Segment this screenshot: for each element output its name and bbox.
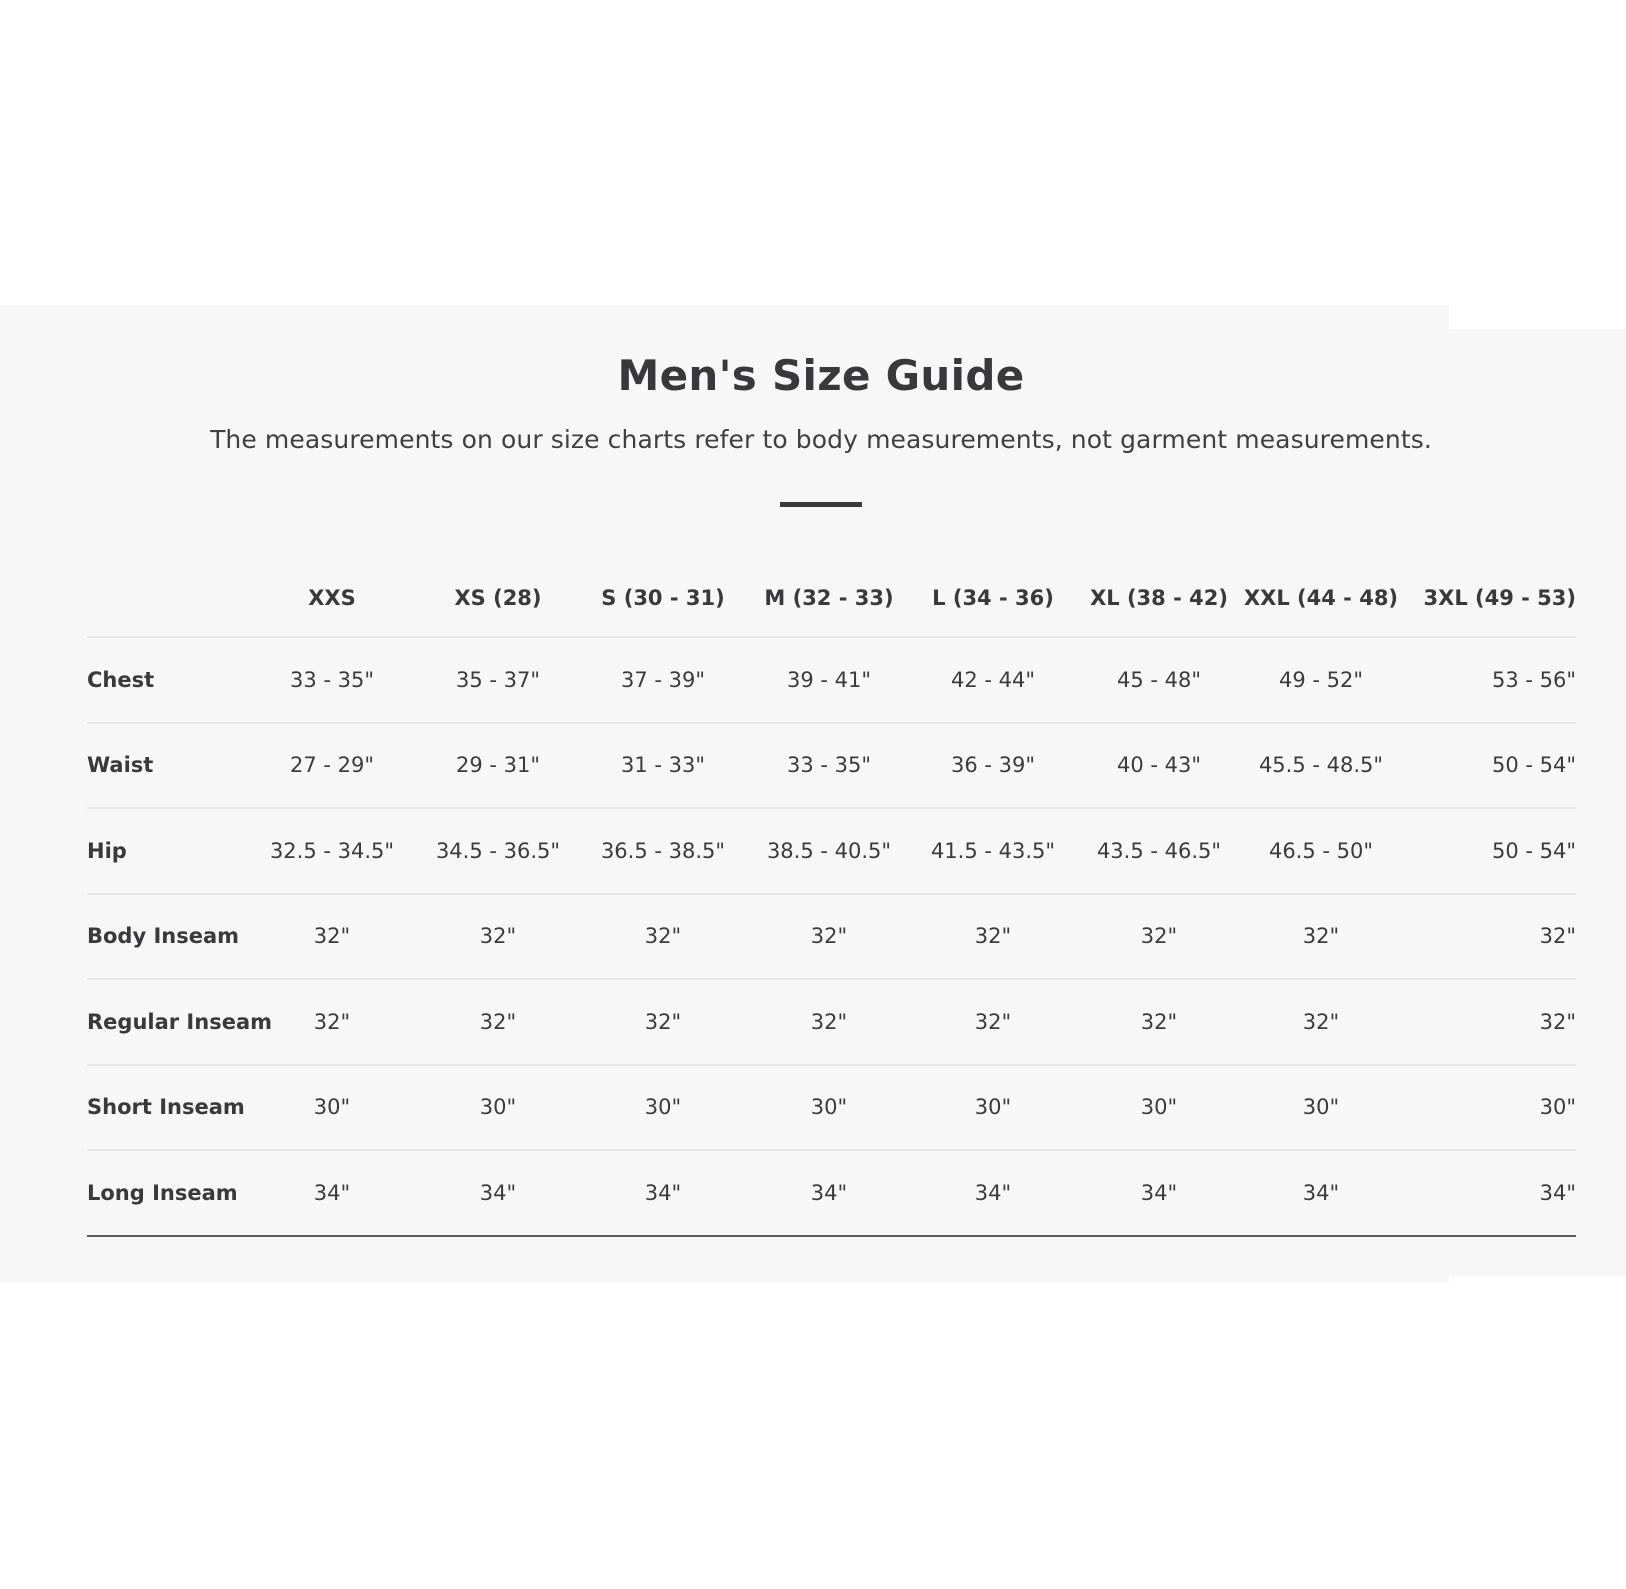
table-cell: 32"	[313, 1009, 351, 1034]
row-label: Chest	[87, 667, 155, 692]
row-label: Regular Inseam	[87, 1009, 272, 1034]
table-cell: 32.5 - 34.5"	[269, 838, 395, 863]
table-cell: 31 - 33"	[620, 753, 706, 778]
table-cell: 32"	[1302, 1009, 1340, 1034]
column-header-xs: XS (28)	[454, 586, 542, 610]
table-cell: 45.5 - 48.5"	[1258, 753, 1384, 778]
table-cell: 46.5 - 50"	[1268, 838, 1374, 863]
page-title: Men's Size Guide	[617, 351, 1025, 400]
table-cell: 38.5 - 40.5"	[766, 838, 892, 863]
table-cell: 30"	[1140, 1095, 1178, 1120]
table-cell: 50 - 54"	[1491, 838, 1576, 863]
table-cell: 32"	[644, 1009, 682, 1034]
table-cell: 32"	[974, 924, 1012, 949]
table-cell: 30"	[1302, 1095, 1340, 1120]
table-cell: 49 - 52"	[1278, 667, 1364, 692]
table-cell: 34"	[810, 1180, 848, 1205]
table-cell: 34"	[974, 1180, 1012, 1205]
column-header-xl: XL (38 - 42)	[1090, 586, 1228, 610]
table-cell: 34"	[1140, 1180, 1178, 1205]
table-cell: 43.5 - 46.5"	[1096, 838, 1222, 863]
table-cell: 32"	[1539, 1009, 1576, 1034]
page-subtitle: The measurements on our size charts refer to body measurements, not garment measurements.	[210, 425, 1432, 454]
table-row-hip	[87, 809, 1576, 895]
table-cell: 30"	[1539, 1095, 1576, 1120]
row-label: Waist	[87, 753, 154, 778]
table-cell: 34"	[644, 1180, 682, 1205]
column-header-3xl: 3XL (49 - 53)	[1423, 586, 1576, 610]
table-cell: 34"	[479, 1180, 517, 1205]
column-header-xxl: XXL (44 - 48)	[1243, 586, 1399, 610]
column-header-l: L (34 - 36)	[932, 586, 1054, 610]
table-cell: 41.5 - 43.5"	[930, 838, 1056, 863]
table-cell: 40 - 43"	[1116, 753, 1202, 778]
table-cell: 34"	[1302, 1180, 1340, 1205]
table-cell: 32"	[479, 924, 517, 949]
table-row-waist	[87, 724, 1576, 810]
table-row-long-inseam	[87, 1151, 1576, 1237]
table-row-body-inseam	[87, 895, 1576, 981]
table-cell: 32"	[644, 924, 682, 949]
table-row-chest	[87, 638, 1576, 724]
table-cell: 30"	[644, 1095, 682, 1120]
table-cell: 32"	[1140, 924, 1178, 949]
table-cell: 34"	[1539, 1180, 1576, 1205]
column-header-xxs: XXS	[308, 586, 356, 610]
row-label: Body Inseam	[87, 924, 240, 949]
table-cell: 53 - 56"	[1491, 667, 1576, 692]
table-cell: 33 - 35"	[289, 667, 375, 692]
table-cell: 32"	[1539, 924, 1576, 949]
table-cell: 37 - 39"	[620, 667, 706, 692]
table-cell: 35 - 37"	[455, 667, 541, 692]
table-cell: 42 - 44"	[950, 667, 1036, 692]
table-cell: 34.5 - 36.5"	[435, 838, 561, 863]
table-cell: 30"	[479, 1095, 517, 1120]
table-cell: 29 - 31"	[455, 753, 541, 778]
table-cell: 32"	[810, 924, 848, 949]
column-header-m: M (32 - 33)	[764, 586, 894, 610]
table-cell: 36.5 - 38.5"	[600, 838, 726, 863]
table-cell: 34"	[313, 1180, 351, 1205]
table-header-row	[87, 560, 1576, 638]
table-cell: 39 - 41"	[786, 667, 872, 692]
row-label: Hip	[87, 838, 127, 863]
row-label: Short Inseam	[87, 1095, 245, 1120]
table-cell: 32"	[810, 1009, 848, 1034]
table-cell: 32"	[974, 1009, 1012, 1034]
title-divider	[780, 502, 862, 507]
table-cell: 33 - 35"	[786, 753, 872, 778]
table-cell: 27 - 29"	[289, 753, 375, 778]
size-chart-table	[87, 560, 1576, 1237]
column-header-s: S (30 - 31)	[601, 586, 725, 610]
table-cell: 45 - 48"	[1116, 667, 1202, 692]
table-cell: 32"	[1140, 1009, 1178, 1034]
table-cell: 32"	[1302, 924, 1340, 949]
row-label: Long Inseam	[87, 1180, 238, 1205]
table-cell: 32"	[313, 924, 351, 949]
table-cell: 30"	[810, 1095, 848, 1120]
table-cell: 36 - 39"	[950, 753, 1036, 778]
table-cell: 30"	[313, 1095, 351, 1120]
table-cell: 30"	[974, 1095, 1012, 1120]
table-cell: 50 - 54"	[1491, 753, 1576, 778]
table-row-regular-inseam	[87, 980, 1576, 1066]
table-row-short-inseam	[87, 1066, 1576, 1152]
table-cell: 32"	[479, 1009, 517, 1034]
